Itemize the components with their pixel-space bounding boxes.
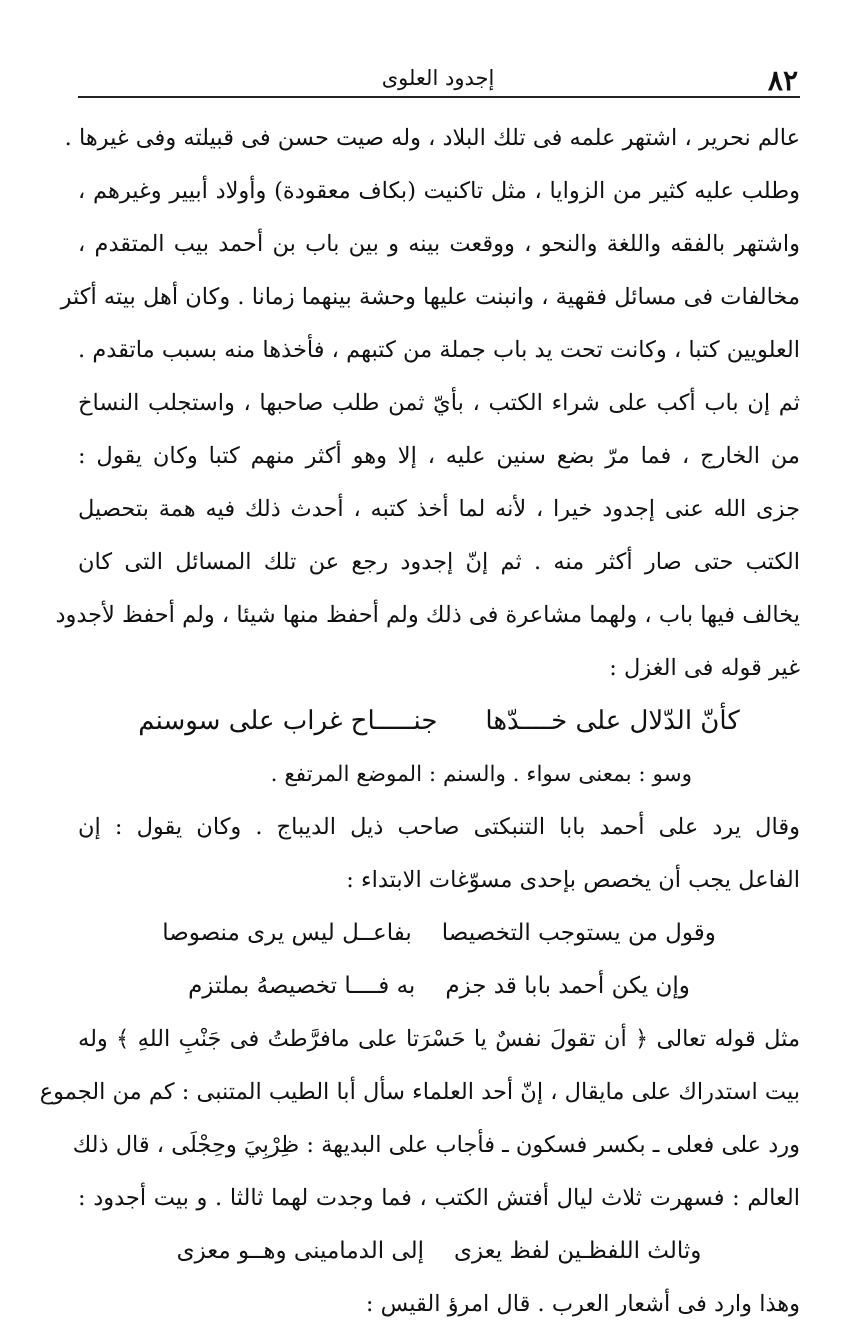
- verse-hemistich-right: وإن يكن أحمد بابا قد جزم: [445, 973, 690, 999]
- verse-line: [78, 1225, 800, 1278]
- text-line: الفاعل يجب أن يخصص بإحدى مسوّغات الابتداء :: [346, 867, 800, 893]
- text-line: العالم : فسهرت ثلاث ليال أفتش الكتب ، فما وجدت لهما ثالثا . و بيت أجدود :: [78, 1185, 800, 1211]
- verse-line: [78, 695, 800, 748]
- verse-line: [78, 907, 800, 960]
- verse-hemistich-left: بفاعــل ليس يرى منصوصا: [162, 920, 412, 946]
- text-line: واشتهر بالفقه واللغة والنحو ، ووقعت بينه و بين باب بن أحمد بيب المتقدم ،: [78, 231, 800, 257]
- verse-hemistich-left: إلى الدمامينى وهــو معزى: [176, 1238, 424, 1264]
- text-line: عالم نحرير ، اشتهر علمه فى تلك البلاد ، وله صيت حسن فى قبيلته وفى غيرها .: [64, 125, 800, 151]
- text-line: مخالفات فى مسائل فقهية ، وانبنت عليها وحشة بينهما زمانا . وكان أهل بيته أكثر: [60, 284, 800, 310]
- verse-hemistich-right: وثالث اللفظـين لفظ يعزى: [453, 1238, 702, 1264]
- text-line: ورد على فعلى ـ بكسر فسكون ـ فأجاب على البديهة : ظِرْبِيَ وحِجْلَى ، قال ذلك: [72, 1132, 800, 1158]
- running-title: إجدود العلوى: [381, 66, 495, 90]
- page-number: ٨٢: [767, 64, 798, 97]
- verse-line: [78, 960, 800, 1013]
- page-header: [78, 58, 798, 98]
- text-line: العلويين كتبا ، وكانت تحت يد باب جملة من كتبهم ، فأخذها منه بسبب ماتقدم .: [78, 337, 800, 363]
- text-line: جزى الله عنى إجدود خيرا ، لأنه لما أخذ كتبه ، أحدث ذلك فيه همة بتحصيل: [78, 496, 800, 522]
- text-line: يخالف فيها باب ، ولهما مشاعرة فى ذلك ولم أحفظ منها شيئا ، ولم أحفظ لأجدود: [55, 602, 800, 628]
- text-line: مثل قوله تعالى ﴿ أن تقولَ نفسٌ يا حَسْرَتا على مافرَّطتُ فى جَنْبِ اللهِ ﴾ وله: [78, 1026, 800, 1052]
- verse-hemistich-left: جنـــــاح غراب على سوسنم: [138, 706, 438, 736]
- text-line: وقال يرد على أحمد بابا التنبكتى صاحب ذيل الديباج . وكان يقول : إن: [78, 814, 800, 840]
- verse-gloss: وسو : بمعنى سواء . والسنم : الموضع المرتفع .: [270, 762, 692, 787]
- verse-hemistich-left: به فــــا تخصيصهُ بملتزم: [188, 973, 416, 999]
- page-body: [39, 112, 800, 1331]
- text-line: غير قوله فى الغزل :: [609, 655, 800, 681]
- text-line: من الخارج ، فما مرّ بضع سنين عليه ، إلا وهو أكثر منهم كتبا وكان يقول :: [78, 443, 800, 469]
- text-line: بيت استدراك على مايقال ، إنّ أحد العلماء سأل أبا الطيب المتنبى : كم من الجموع: [39, 1079, 800, 1105]
- verse-hemistich-right: وقول من يستوجب التخصيصا: [441, 920, 716, 946]
- verse-hemistich-right: كأنّ الدّلال على خــــدّها: [485, 706, 740, 736]
- text-line: وطلب عليه كثير من الزوايا ، مثل تاكنيت (بكاف معقودة) وأولاد أبيير وغيرهم ،: [78, 178, 800, 204]
- header-rule: [78, 96, 800, 98]
- text-line: الكتب حتى صار أكثر منه . ثم إنّ إجدود رجع عن تلك المسائل التى كان: [78, 549, 800, 575]
- text-line: ثم إن باب أكب على شراء الكتب ، بأيّ ثمن طلب صاحبها ، واستجلب النساخ: [78, 390, 800, 416]
- text-line: وهذا وارد فى أشعار العرب . قال امرؤ القيس :: [365, 1291, 800, 1317]
